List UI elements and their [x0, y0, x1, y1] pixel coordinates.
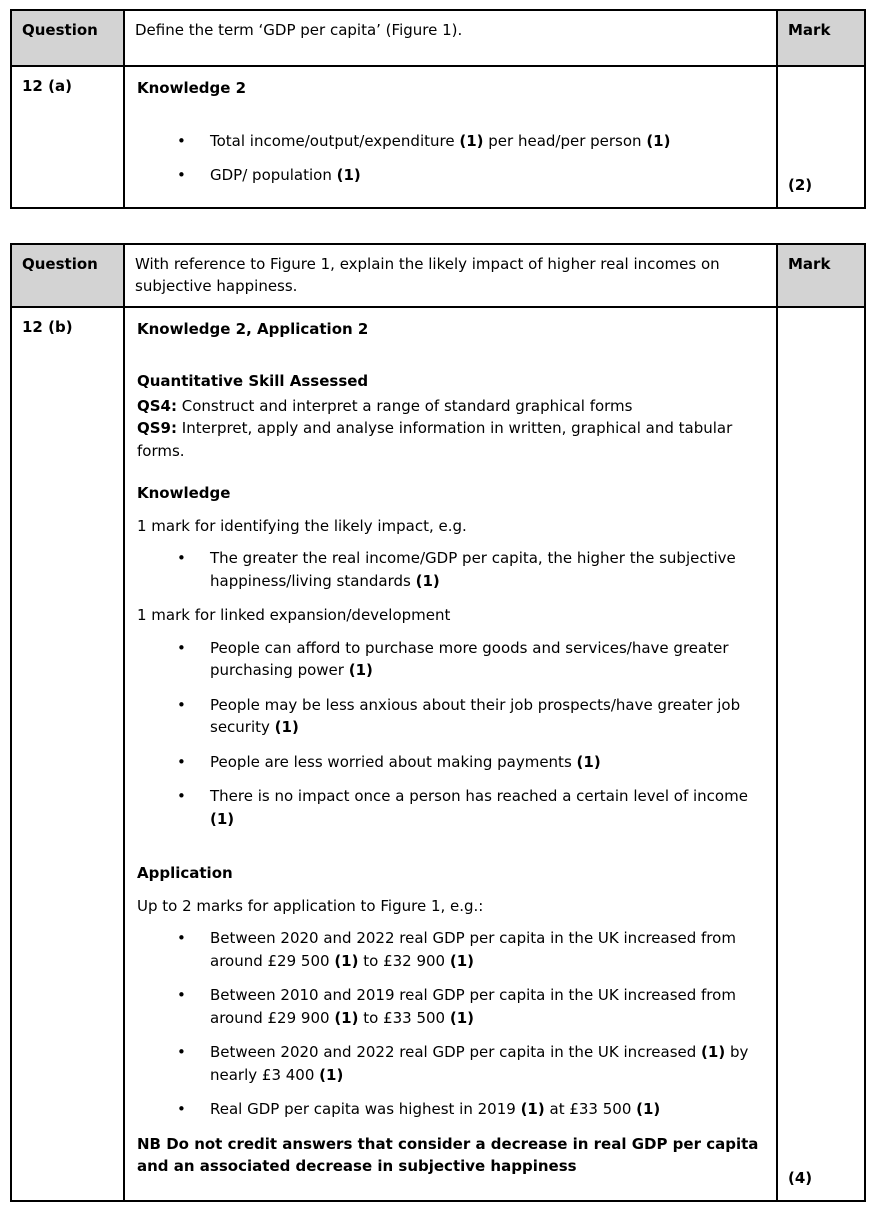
paragraph: QS9: Interpret, apply and analyse information in written, graphical and tabular forms. [137, 419, 733, 460]
spacer [137, 842, 764, 862]
table-header-row [12, 11, 864, 67]
mark-header-cell: Mark [778, 245, 864, 306]
bullet-text: GDP/ population (1) [210, 166, 361, 184]
bullet-item [137, 984, 764, 1029]
question-id-cell: 12 (b) [12, 308, 125, 1200]
mark-value-cell [778, 67, 864, 207]
mark-header-cell: Mark [778, 11, 864, 65]
bullet-icon: • [177, 787, 186, 805]
paragraph: 1 mark for identifying the likely impact, e.g. [137, 516, 467, 535]
table-body-row [12, 308, 864, 1200]
bullet-item [137, 1098, 764, 1121]
bullet-icon: • [177, 1043, 186, 1061]
bullet-icon: • [177, 929, 186, 947]
bullet-icon: • [177, 1100, 186, 1118]
paragraph: Up to 2 marks for application to Figure 1, e.g.: [137, 896, 484, 915]
table-gap [10, 209, 866, 243]
bullet-icon: • [177, 752, 186, 771]
bullet-item [137, 164, 764, 187]
mark-value: (2) [788, 176, 813, 194]
paragraph: 1 mark for linked expansion/development [137, 606, 451, 624]
paragraph: QS4: Construct and interpret a range of standard graphical forms [137, 396, 633, 415]
bullet-text: The greater the real income/GDP per capita, the higher the subjective happiness/living standards (1) [210, 549, 736, 590]
bullet-item [137, 130, 764, 153]
bullet-item [137, 1041, 764, 1086]
question-header-cell: Question [12, 11, 125, 65]
table-header-row [12, 245, 864, 308]
section-heading: NB Do not credit answers that consider a decrease in real GDP per capita and an associated decrease in subjective happiness [137, 1134, 759, 1175]
section-heading: Knowledge [137, 484, 231, 502]
answer-content-cell [125, 67, 778, 207]
bullet-text: There is no impact once a person has reached a certain level of income (1) [210, 787, 748, 828]
section-heading: Knowledge 2, Application 2 [137, 319, 369, 338]
mark-value-cell [778, 308, 864, 1200]
bullet-icon: • [177, 131, 186, 150]
bullet-item [137, 547, 764, 592]
bullet-icon: • [177, 695, 186, 714]
bullet-item [137, 637, 764, 682]
bullet-item [137, 694, 764, 739]
bullet-icon: • [177, 166, 186, 184]
bullet-text: Between 2020 and 2022 real GDP per capita in the UK increased (1) by nearly £3 400 (1) [210, 1043, 749, 1084]
spacer [137, 110, 764, 130]
table-body-row [12, 67, 864, 207]
section-heading: Quantitative Skill Assessed [137, 372, 369, 390]
bullet-text: People may be less anxious about their job prospects/have greater job security (1) [210, 695, 741, 736]
bullet-icon: • [177, 549, 186, 567]
question-text-cell: With reference to Figure 1, explain the likely impact of higher real incomes on subjective happiness. [125, 245, 778, 306]
bullet-item [137, 751, 764, 774]
mark-value: (4) [788, 1169, 813, 1187]
section-heading: Knowledge 2 [137, 79, 247, 97]
bullet-icon: • [177, 638, 186, 657]
section-heading: Application [137, 864, 233, 882]
question-header-cell: Question [12, 245, 125, 306]
question-text-cell: Define the term ‘GDP per capita’ (Figure 1). [125, 11, 778, 65]
bullet-icon: • [177, 986, 186, 1004]
question-id-cell: 12 (a) [12, 67, 125, 207]
answer-content-cell [125, 308, 778, 1200]
question-table-12a [10, 9, 866, 209]
bullet-text: Between 2010 and 2019 real GDP per capita in the UK increased from around £29 900 (1) to £33 500 (1) [210, 986, 736, 1027]
bullet-text: People can afford to purchase more goods and services/have greater purchasing power (1) [210, 638, 729, 679]
bullet-text: Total income/output/expenditure (1) per head/per person (1) [210, 131, 671, 150]
bullet-item [137, 927, 764, 972]
bullet-item [137, 785, 764, 830]
bullet-text: Real GDP per capita was highest in 2019 (1) at £33 500 (1) [210, 1100, 661, 1118]
spacer [137, 462, 764, 482]
question-table-12b [10, 243, 866, 1202]
bullet-text: People are less worried about making payments (1) [210, 752, 601, 771]
spacer [137, 350, 764, 370]
bullet-text: Between 2020 and 2022 real GDP per capita in the UK increased from around £29 500 (1) to £32 900 (1) [210, 929, 736, 970]
